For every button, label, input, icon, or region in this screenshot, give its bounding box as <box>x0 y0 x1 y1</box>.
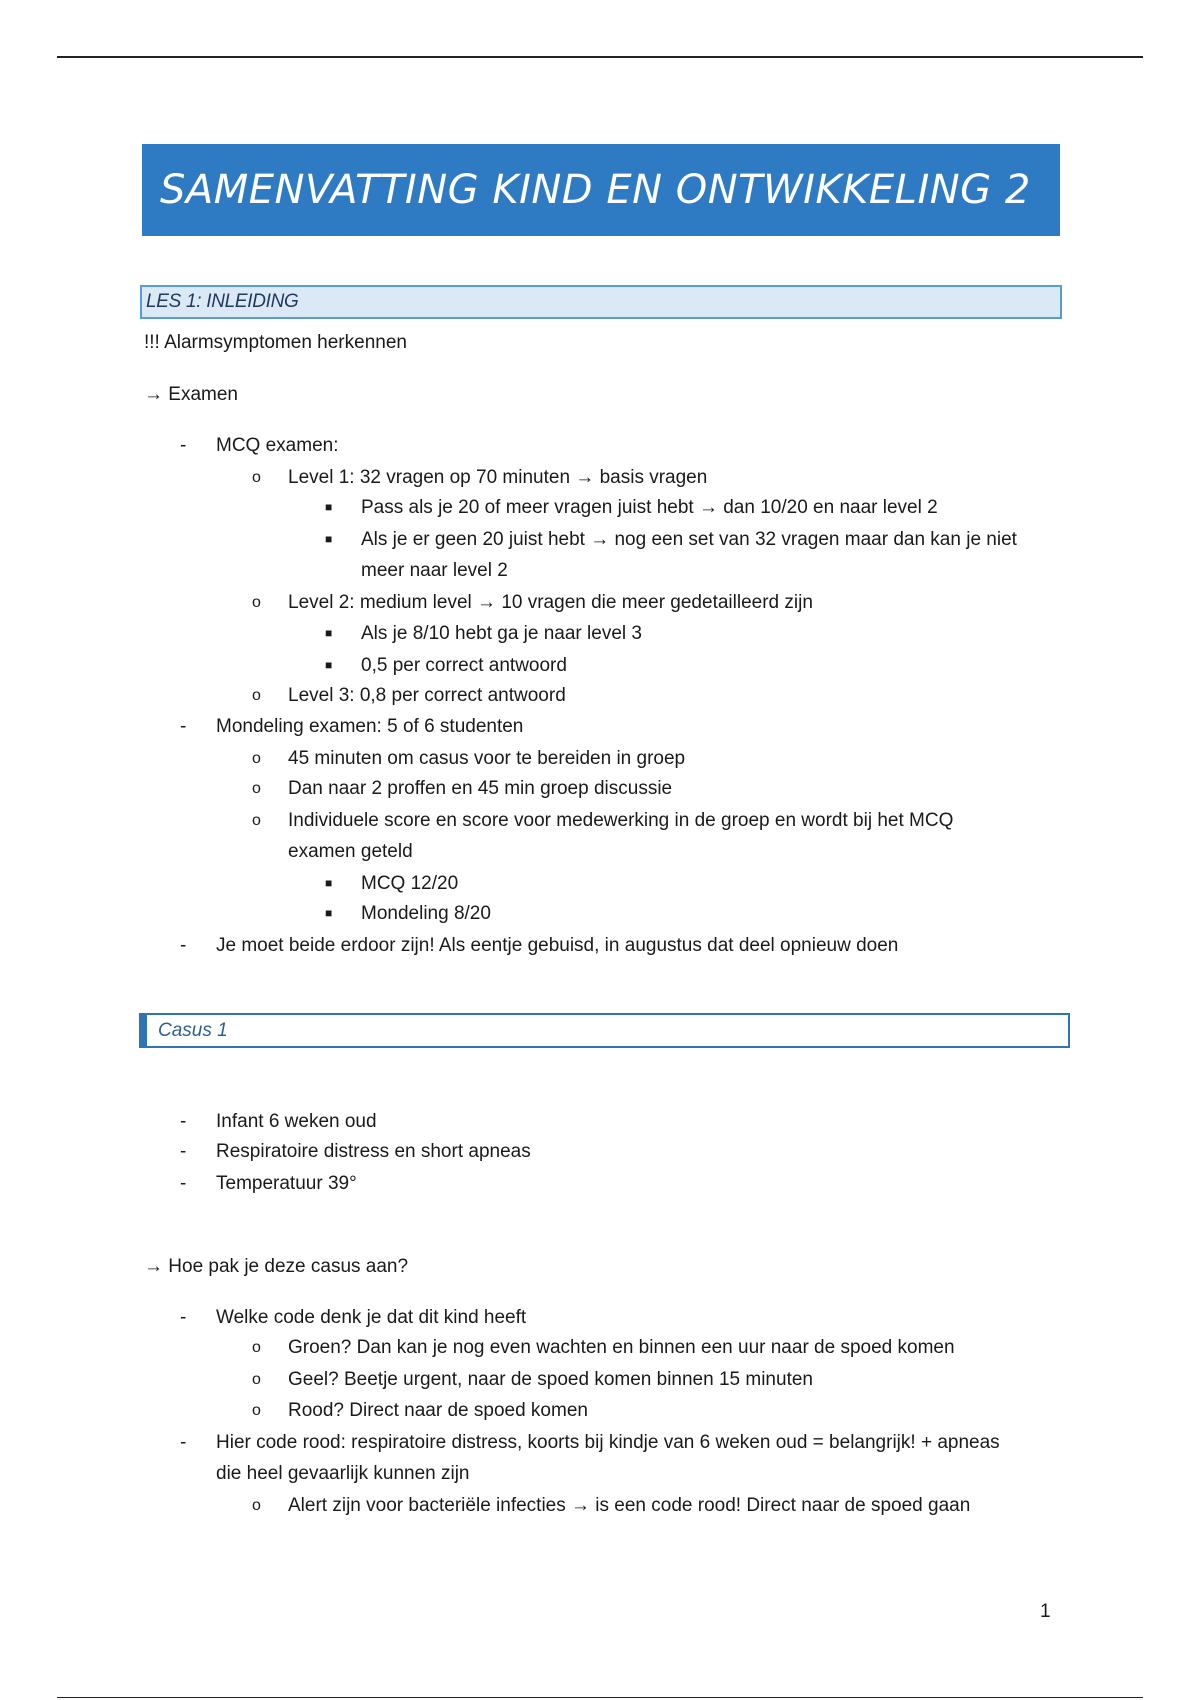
rood-item: Rood? Direct naar de spoed komen <box>288 1400 588 1421</box>
circle-bullet: o <box>252 1371 261 1388</box>
document-title-banner <box>142 144 1060 236</box>
mcq-item: MCQ examen: <box>216 435 339 456</box>
circle-bullet: o <box>252 812 261 829</box>
casus-infant-item: Infant 6 weken oud <box>216 1111 377 1132</box>
beide-item: Je moet beide erdoor zijn! Als eentje gebuisd, in augustus dat deel opnieuw doen <box>216 935 899 956</box>
mondeling-score-item-cont: examen geteld <box>288 841 413 862</box>
casus-question-text: → Hoe pak je deze casus aan? <box>144 1256 409 1277</box>
square-bullet: ■ <box>325 626 333 640</box>
mondeling-weight-item: Mondeling 8/20 <box>361 903 491 924</box>
casus-temperatuur-item: Temperatuur 39° <box>216 1173 357 1194</box>
geel-item: Geel? Beetje urgent, naar de spoed komen binnen 15 minuten <box>288 1369 813 1390</box>
code-item: Welke code denk je dat dit kind heeft <box>216 1307 527 1328</box>
dash-bullet: - <box>180 1141 187 1162</box>
section-heading-les1 <box>140 285 1062 319</box>
mondeling-prep-item: 45 minuten om casus voor te bereiden in groep <box>288 748 686 769</box>
square-bullet: ■ <box>325 658 333 672</box>
circle-bullet: o <box>252 1497 261 1514</box>
mondeling-score-item: Individuele score en score voor medewerking in de groep en wordt bij het MCQ <box>288 810 954 831</box>
footer-rule <box>57 1697 1143 1698</box>
square-bullet: ■ <box>325 500 333 514</box>
level1-fail-item-cont: meer naar level 2 <box>361 560 508 581</box>
section-heading-casus1 <box>139 1013 1070 1048</box>
header-rule <box>57 56 1143 58</box>
dash-bullet: - <box>180 716 187 737</box>
dash-bullet: - <box>180 1432 187 1453</box>
square-bullet: ■ <box>325 876 333 890</box>
square-bullet: ■ <box>325 906 333 920</box>
level3-item: Level 3: 0,8 per correct antwoord <box>288 685 566 706</box>
examen-text: → Examen <box>144 384 238 405</box>
mondeling-discussie-item: Dan naar 2 proffen en 45 min groep discussie <box>288 778 673 799</box>
section-heading-casus1-text: Casus 1 <box>158 1019 228 1041</box>
alarm-text: !!! Alarmsymptomen herkennen <box>144 332 407 353</box>
hier-item-cont: die heel gevaarlijk kunnen zijn <box>216 1463 470 1484</box>
hier-item: Hier code rood: respiratoire distress, koorts bij kindje van 6 weken oud = belangrijk! + apneas <box>216 1432 1000 1453</box>
dash-bullet: - <box>180 435 187 456</box>
level1-item: Level 1: 32 vragen op 70 minuten → basis vragen <box>288 467 708 488</box>
dash-bullet: - <box>180 1173 187 1194</box>
casus-respiratoire-item: Respiratoire distress en short apneas <box>216 1141 531 1162</box>
circle-bullet: o <box>252 1402 261 1419</box>
page-number: 1 <box>1040 1601 1051 1622</box>
document-title: SAMENVATTING KIND EN ONTWIKKELING 2 <box>160 167 1031 213</box>
level2-score-item: 0,5 per correct antwoord <box>361 655 567 676</box>
dash-bullet: - <box>180 935 187 956</box>
circle-bullet: o <box>252 780 261 797</box>
square-bullet: ■ <box>325 532 333 546</box>
level1-fail-item: Als je er geen 20 juist hebt → nog een set van 32 vragen maar dan kan je niet <box>361 529 1017 550</box>
circle-bullet: o <box>252 750 261 767</box>
groen-item: Groen? Dan kan je nog even wachten en binnen een uur naar de spoed komen <box>288 1337 955 1358</box>
circle-bullet: o <box>252 469 261 486</box>
dash-bullet: - <box>180 1307 187 1328</box>
section-heading-les1-text: LES 1: INLEIDING <box>146 291 299 312</box>
circle-bullet: o <box>252 687 261 704</box>
level2-item: Level 2: medium level → 10 vragen die meer gedetailleerd zijn <box>288 592 813 613</box>
circle-bullet: o <box>252 1339 261 1356</box>
mondeling-item: Mondeling examen: 5 of 6 studenten <box>216 716 524 737</box>
mcq-weight-item: MCQ 12/20 <box>361 873 459 894</box>
level2-pass-item: Als je 8/10 hebt ga je naar level 3 <box>361 623 642 644</box>
alert-item: Alert zijn voor bacteriële infecties → is een code rood! Direct naar de spoed gaan <box>288 1495 971 1516</box>
dash-bullet: - <box>180 1111 187 1132</box>
level1-pass-item: Pass als je 20 of meer vragen juist hebt → dan 10/20 en naar level 2 <box>361 497 938 518</box>
circle-bullet: o <box>252 594 261 611</box>
